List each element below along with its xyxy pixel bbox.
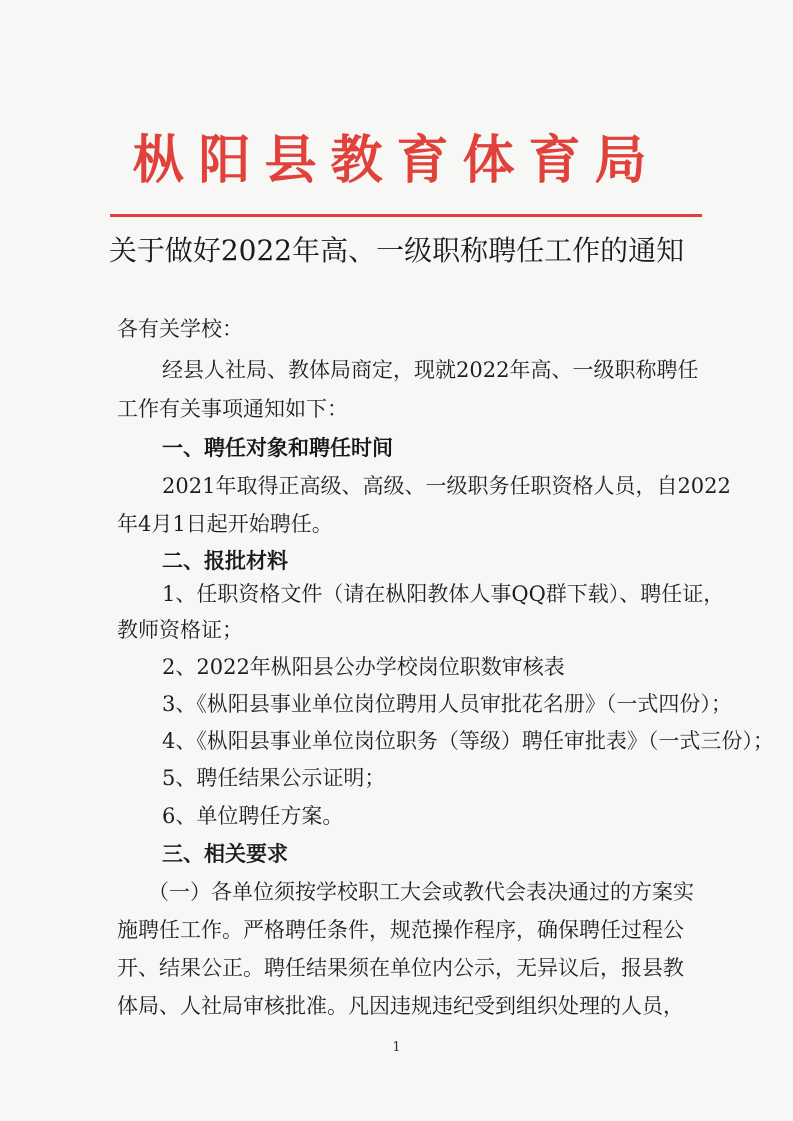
list-item: 教师资格证； <box>117 618 243 642</box>
intro-line: 经县人社局、教体局商定，现就2022年高、一级职称聘任 <box>162 358 699 382</box>
list-item: 5、聘任结果公示证明； <box>162 766 386 790</box>
page-number: 1 <box>392 1040 401 1055</box>
paragraph-line: 年4月1日起开始聘任。 <box>117 512 333 536</box>
organization-header: 枞阳县教育体育局 <box>132 131 661 191</box>
list-item: 6、单位聘任方案。 <box>162 804 344 828</box>
list-item: 3、《枞阳县事业单位岗位聘用人员审批花名册》（一式四份）； <box>162 692 732 716</box>
paragraph-line: 施聘任工作。严格聘任条件，规范操作程序，确保聘任过程公 <box>117 918 684 942</box>
paragraph-line: 体局、人社局审核批准。凡因违规违纪受到组织处理的人员， <box>117 994 684 1018</box>
section-heading-1: 一、聘任对象和聘任时间 <box>162 436 393 460</box>
section-heading-2: 二、报批材料 <box>162 549 288 573</box>
header-divider <box>110 214 702 217</box>
section-heading-3: 三、相关要求 <box>162 842 288 866</box>
paragraph-line: （一）各单位须按学校职工大会或教代会表决通过的方案实 <box>148 880 694 904</box>
intro-line: 工作有关事项通知如下： <box>117 397 348 421</box>
salutation: 各有关学校： <box>117 317 243 341</box>
list-item: 1、任职资格文件（请在枞阳教体人事QQ群下载）、聘任证， <box>162 582 725 606</box>
paragraph-line: 开、结果公正。聘任结果须在单位内公示，无异议后，报县教 <box>117 956 684 980</box>
list-item: 2、2022年枞阳县公办学校岗位职数审核表 <box>162 655 565 679</box>
paragraph-line: 2021年取得正高级、高级、一级职务任职资格人员，自2022 <box>162 474 731 498</box>
document-title: 关于做好2022年高、一级职称聘任工作的通知 <box>108 234 685 267</box>
list-item: 4、《枞阳县事业单位岗位职务（等级）聘任审批表》（一式三份）； <box>162 729 774 753</box>
